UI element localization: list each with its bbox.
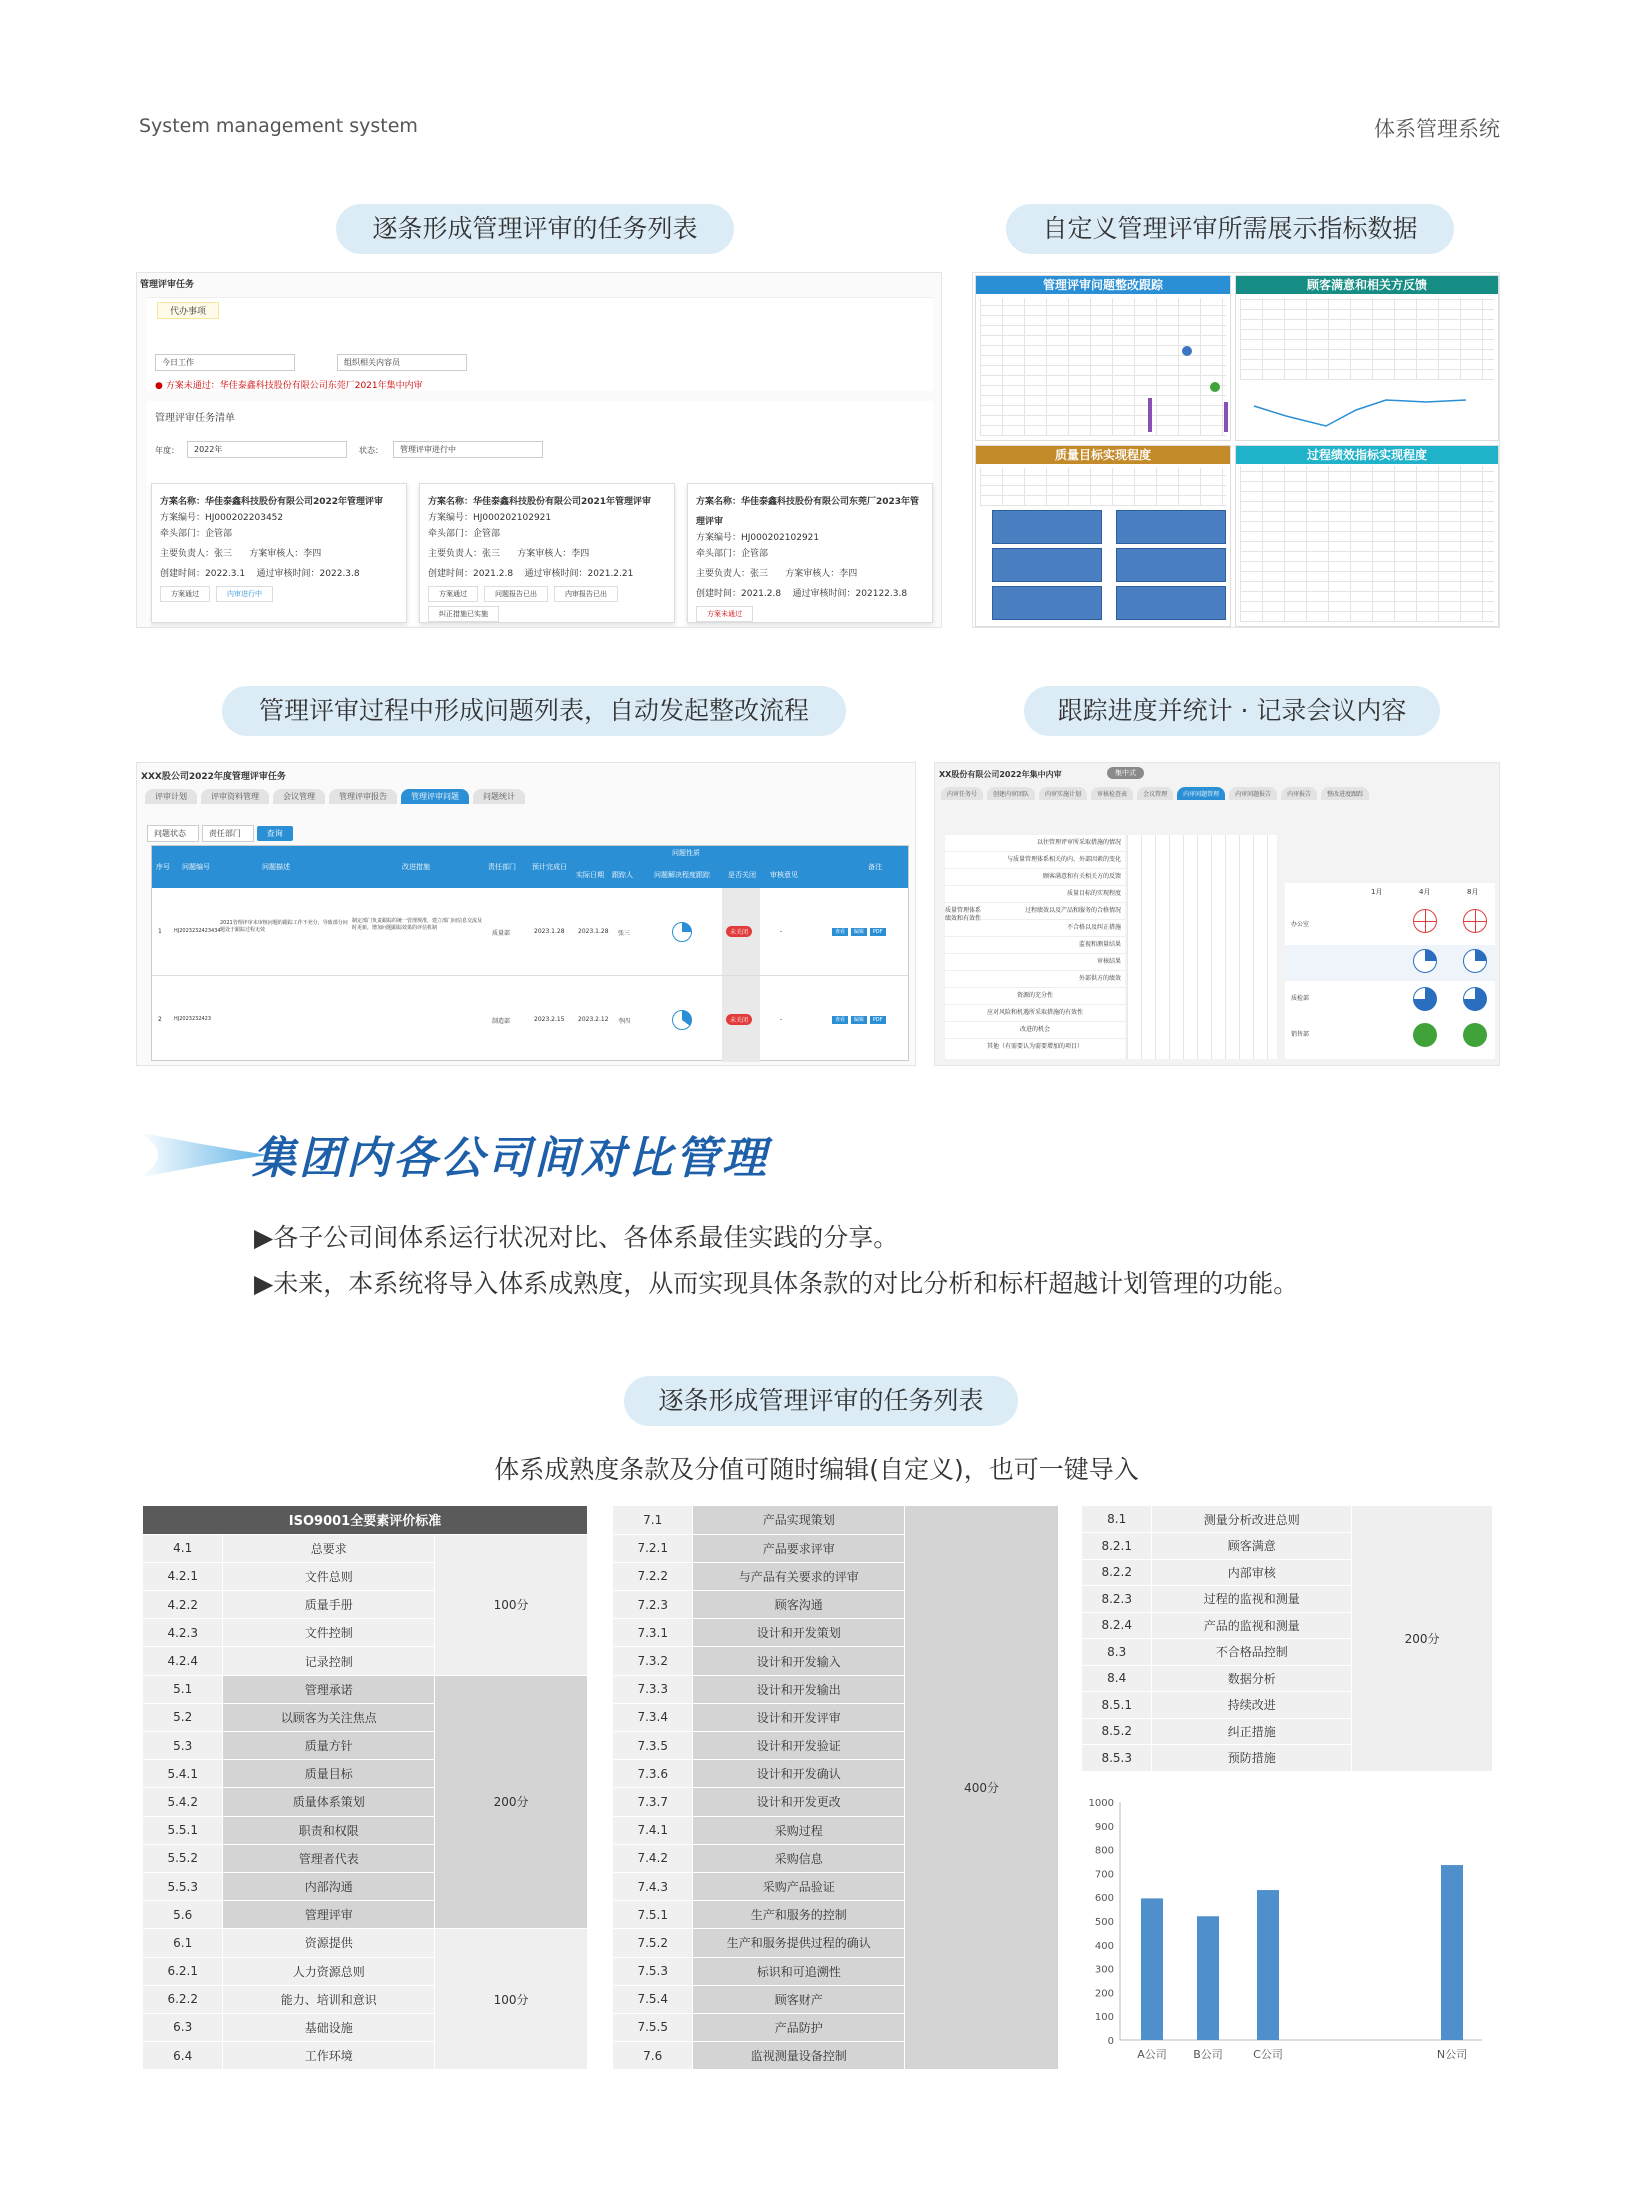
status-circle	[1413, 1023, 1437, 1047]
table-cell: 生产和服务提供过程的确认	[693, 1929, 905, 1957]
table-cell: 5.6	[143, 1901, 223, 1929]
iso-standard-table	[143, 1506, 588, 2070]
card-btn[interactable]: 问题报告已出	[484, 586, 548, 602]
table-cell: 8.2.1	[1082, 1533, 1152, 1560]
task-card[interactable]: 方案名称：华佳泰鑫科技股份有限公司2021年管理评审 方案编号：HJ000202102921 牵头部门：企管部 主要负责人：张三 方案审核人：李四 创建时间：2021.2.8 通过审核时间：2021.2.21 方案通过 问题报告已出 内审报告已出纠正措施已实施	[419, 483, 675, 623]
table-cell: 持续改进	[1152, 1692, 1352, 1719]
table-cell: 8.1	[1082, 1506, 1152, 1533]
table-cell: 内部审核	[1152, 1559, 1352, 1586]
alert-line[interactable]: ● 方案未通过：华佳泰鑫科技股份有限公司东莞厂2021年集中内审	[155, 381, 423, 391]
table-cell: 文件控制	[223, 1619, 435, 1647]
mode-badge: 集中式	[1107, 767, 1144, 779]
status-circle	[1463, 987, 1487, 1011]
bar	[1141, 1898, 1163, 2040]
table-title: ISO9001全要素评价标准	[143, 1506, 588, 1534]
table-cell: 6.2.1	[143, 1957, 223, 1985]
table-cell: 预防措施	[1152, 1745, 1352, 1772]
table-cell: 产品要求评审	[693, 1534, 905, 1562]
table-cell: 7.4.1	[613, 1816, 693, 1844]
caption-progress-tracking: 跟踪进度并统计 · 记录会议内容	[1024, 686, 1440, 736]
clause8-table	[1082, 1506, 1493, 1772]
y-tick-label: 500	[1094, 1917, 1114, 1928]
section-arrow-icon	[138, 1128, 268, 1182]
review-input-list: 以往管理评审所采取措施的情况 与质量管理体系相关的内、外部因素的变化 质量管理体系绩效和有效性 顾客满意和有关相关方的反馈 质量目标的实现程度 过程绩效以及产品和服务的合格情况 不合格以及纠正措施 监视和测量结果 审核结果 外部供方的绩效 资源的充分性 应对风险和机遇所采取措施的有效性 改进的机会 其他（有需要认为需要增加的项目）	[945, 835, 1125, 1059]
status-circle	[1463, 949, 1487, 973]
table-cell: 7.5.1	[613, 1901, 693, 1929]
table-cell: 质量手册	[223, 1591, 435, 1619]
table-cell: 8.5.3	[1082, 1745, 1152, 1772]
progress-pie	[672, 1010, 692, 1030]
table-cell: 5.5.1	[143, 1816, 223, 1844]
closed-badge: 未关闭	[726, 1014, 752, 1025]
y-tick-label: 1000	[1088, 1798, 1114, 1809]
list-title: 管理评审任务清单	[155, 413, 235, 424]
shot1-title: 管理评审任务	[140, 280, 195, 290]
tab-issues[interactable]: 管理评审问题	[401, 789, 469, 804]
table-cell: 过程的监视和测量	[1152, 1586, 1352, 1613]
table-cell: 设计和开发输出	[693, 1675, 905, 1703]
pdf-button[interactable]: PDF	[870, 1016, 886, 1024]
table-cell: 7.6	[613, 2042, 693, 2070]
filter-dept[interactable]: 责任部门	[202, 825, 254, 842]
table-cell: 采购产品验证	[693, 1872, 905, 1900]
table-cell: 7.3.5	[613, 1732, 693, 1760]
table-cell: 记录控制	[223, 1647, 435, 1675]
bar	[1197, 1916, 1219, 2040]
shot3-title: XXX股公司2022年度管理评审任务	[141, 772, 286, 782]
table-cell: 7.3.2	[613, 1647, 693, 1675]
shot4-tab[interactable]: 审核检查表	[1091, 787, 1133, 800]
table-cell: 7.5.2	[613, 1929, 693, 1957]
table-cell: 生产和服务的控制	[693, 1901, 905, 1929]
table-cell: 8.4	[1082, 1665, 1152, 1692]
table-cell: 以顾客为关注焦点	[223, 1703, 435, 1731]
table-cell: 工作环境	[223, 2042, 435, 2070]
table-cell: 8.2.2	[1082, 1559, 1152, 1586]
table-cell: 400分	[905, 1506, 1059, 2070]
table-cell: 8.3	[1082, 1639, 1152, 1666]
table-cell: 内部沟通	[223, 1872, 435, 1900]
caption-task-list: 逐条形成管理评审的任务列表	[336, 204, 734, 254]
table-cell: 采购信息	[693, 1844, 905, 1872]
table-cell: 7.2.2	[613, 1562, 693, 1590]
table-cell: 7.3.1	[613, 1619, 693, 1647]
table-cell: 4.1	[143, 1534, 223, 1562]
x-tick-label: A公司	[1137, 2048, 1167, 2061]
table-cell: 7.2.1	[613, 1534, 693, 1562]
screenshot-progress-tracking	[934, 762, 1500, 1066]
filter-org[interactable]: 组织相关内容员	[337, 354, 467, 371]
status-circle	[1463, 909, 1487, 933]
y-tick-label: 900	[1094, 1821, 1114, 1833]
table-cell: 产品的监视和测量	[1152, 1612, 1352, 1639]
table-cell: 5.5.2	[143, 1844, 223, 1872]
table-cell: 7.2.3	[613, 1591, 693, 1619]
table-cell: 基础设施	[223, 2013, 435, 2041]
y-tick-label: 0	[1107, 2036, 1114, 2047]
clause7-table	[613, 1506, 1059, 2070]
table-cell: 不合格品控制	[1152, 1639, 1352, 1666]
maturity-subline: 体系成熟度条款及分值可随时编辑(自定义)，也可一键导入	[494, 1455, 1139, 1484]
table-row	[613, 1506, 1059, 1534]
year-label: 年度：	[155, 446, 179, 455]
table-cell: 数据分析	[1152, 1665, 1352, 1692]
screenshot-task-list	[136, 272, 942, 628]
table-cell: 4.2.1	[143, 1562, 223, 1590]
tab-review-plan[interactable]: 评审计划	[145, 789, 197, 804]
y-tick-label: 200	[1094, 1988, 1114, 2000]
table-cell: 顾客满意	[1152, 1533, 1352, 1560]
table-cell: 设计和开发评审	[693, 1703, 905, 1731]
shot4-title: XX股份有限公司2022年集中内审	[939, 770, 1062, 779]
y-tick-label: 700	[1094, 1869, 1114, 1881]
edit-button[interactable]: 编辑	[851, 1016, 867, 1024]
table-row[interactable]: 1 HJ2023232423434 2021管理评审未审核问题的跟踪工作不充分，导致部分问题处于跟踪过程无效 制定部门负责跟踪的统一管理规准，建立部门间信息交流及时更新，增加问题跟踪效果的评估机制 质量部 2023.1.28 2023.1.28 张三 未关闭 - 查看 编辑 PDF	[152, 888, 908, 976]
table-cell: 4.2.3	[143, 1619, 223, 1647]
table-cell: 5.4.2	[143, 1788, 223, 1816]
alert-text: 方案未通过：华佳泰鑫科技股份有限公司东莞厂2021年集中内审	[165, 381, 423, 391]
table-cell: 文件总则	[223, 1562, 435, 1590]
filter-issue-status[interactable]: 问题状态	[147, 825, 199, 842]
table-cell: 质量体系策划	[223, 1788, 435, 1816]
table-cell: 8.2.4	[1082, 1612, 1152, 1639]
table-cell: 8.2.3	[1082, 1586, 1152, 1613]
table-cell: 监视测量设备控制	[693, 2042, 905, 2070]
table-cell: 7.3.7	[613, 1788, 693, 1816]
shot4-tab[interactable]: 创建内审团队	[987, 787, 1035, 800]
table-cell: 8.5.2	[1082, 1718, 1152, 1745]
table-cell: 与产品有关要求的评审	[693, 1562, 905, 1590]
y-tick-label: 100	[1094, 2012, 1114, 2024]
table-cell: 标识和可追溯性	[693, 1957, 905, 1985]
table-cell: 5.3	[143, 1732, 223, 1760]
shot4-tab[interactable]: 会议管理	[1137, 787, 1173, 800]
table-cell: 纠正措施	[1152, 1718, 1352, 1745]
screenshot-dashboards	[972, 272, 1500, 628]
panel-quality-goals: 质量目标实现程度	[975, 445, 1231, 627]
table-cell: 7.5.5	[613, 2013, 693, 2041]
filter-today[interactable]: 今日工作	[155, 354, 295, 371]
status-circle	[1413, 949, 1437, 973]
table-row	[1082, 1506, 1493, 1533]
y-tick-label: 600	[1094, 1893, 1114, 1905]
status-circle	[1413, 909, 1437, 933]
table-cell: 200分	[435, 1675, 588, 1929]
table-cell: 100分	[435, 1534, 588, 1675]
panel-process-kpi: 过程绩效指标实现程度	[1235, 445, 1499, 627]
shot4-tab[interactable]: 内审问题管理	[1177, 787, 1225, 800]
card-btn[interactable]: 内审报告已出	[554, 586, 618, 602]
x-tick-label: B公司	[1193, 2048, 1223, 2061]
table-cell: 7.5.4	[613, 1985, 693, 2013]
table-cell: 6.4	[143, 2042, 223, 2070]
table-cell: 6.2.2	[143, 1985, 223, 2013]
tab-statistics[interactable]: 问题统计	[473, 789, 525, 804]
bar	[1257, 1890, 1279, 2040]
todo-tab[interactable]: 代办事项	[157, 302, 219, 319]
table-cell: 设计和开发策划	[693, 1619, 905, 1647]
caption-task-list-2: 逐条形成管理评审的任务列表	[624, 1376, 1018, 1426]
table-cell: 7.1	[613, 1506, 693, 1534]
card-btn[interactable]: 方案通过	[160, 586, 210, 602]
table-row	[143, 1534, 588, 1562]
x-tick-label: N公司	[1436, 2048, 1468, 2061]
table-cell: 5.2	[143, 1703, 223, 1731]
table-cell: 4.2.4	[143, 1647, 223, 1675]
closed-badge: 未关闭	[726, 926, 752, 937]
pdf-button[interactable]: PDF	[870, 928, 886, 936]
bullet-compare: ▶各子公司间体系运行状况对比、各体系最佳实践的分享。	[254, 1223, 899, 1252]
bullet-future: ▶未来，本系统将导入体系成熟度，从而实现具体条款的对比分析和标杆超越计划管理的功能。	[254, 1269, 1299, 1298]
card-btn[interactable]: 方案通过	[428, 586, 478, 602]
table-row[interactable]: 2 HJ2023232423 制造部 2023.2.15 2023.2.12 李四 未关闭 - 查看 编辑 PDF	[152, 976, 908, 1062]
panel-issue-tracking: 管理评审问题整改跟踪	[975, 275, 1231, 441]
table-cell: 质量方针	[223, 1732, 435, 1760]
table-cell: 4.2.2	[143, 1591, 223, 1619]
shot4-tab[interactable]: 内审实施计划	[1039, 787, 1087, 800]
shot4-tab[interactable]: 内审报告	[1281, 787, 1317, 800]
table-row	[143, 1929, 588, 1957]
screenshot-issue-table	[136, 762, 916, 1066]
table-cell: 管理者代表	[223, 1844, 435, 1872]
caption-issue-list: 管理评审过程中形成问题列表，自动发起整改流程	[222, 686, 846, 736]
table-cell: 总要求	[223, 1534, 435, 1562]
header-left-text: System management system	[139, 115, 418, 137]
view-button[interactable]: 查看	[832, 928, 848, 936]
table-cell: 6.3	[143, 2013, 223, 2041]
company-score-chart	[1082, 1790, 1490, 2066]
tab-meeting[interactable]: 会议管理	[273, 789, 325, 804]
card-btn[interactable]: 纠正措施已实施	[428, 606, 499, 622]
edit-button[interactable]: 编辑	[851, 928, 867, 936]
table-cell: 顾客沟通	[693, 1591, 905, 1619]
card-btn[interactable]: 内审进行中	[216, 586, 273, 602]
table-cell: 200分	[1352, 1506, 1493, 1771]
table-cell: 管理承诺	[223, 1675, 435, 1703]
card-btn[interactable]: 方案未通过	[696, 606, 753, 622]
x-tick-label: C公司	[1253, 2048, 1283, 2061]
query-button[interactable]: 查询	[257, 826, 293, 841]
table-cell: 人力资源总则	[223, 1957, 435, 1985]
table-row	[143, 1675, 588, 1703]
table-cell: 7.5.3	[613, 1957, 693, 1985]
y-tick-label: 800	[1094, 1845, 1114, 1857]
table-cell: 设计和开发更改	[693, 1788, 905, 1816]
shot4-tab[interactable]: 内审任务号	[941, 787, 983, 800]
task-card[interactable]: 方案名称：华佳泰鑫科技股份有限公司2022年管理评审 方案编号：HJ000202203452 牵头部门：企管部 主要负责人：张三 方案审核人：李四 创建时间：2022.3.1 通过审核时间：2022.3.8 方案通过 内审进行中	[151, 483, 407, 623]
tab-report[interactable]: 管理评审报告	[329, 789, 397, 804]
table-cell: 7.3.6	[613, 1760, 693, 1788]
table-cell: 设计和开发确认	[693, 1760, 905, 1788]
y-tick-label: 400	[1094, 1940, 1114, 1952]
tab-materials[interactable]: 评审资料管理	[201, 789, 269, 804]
table-cell: 5.5.3	[143, 1872, 223, 1900]
table-cell: 6.1	[143, 1929, 223, 1957]
caption-custom-indicators: 自定义管理评审所需展示指标数据	[1006, 204, 1454, 254]
shot4-tab[interactable]: 整改进度跟踪	[1321, 787, 1369, 800]
header-right-text: 体系管理系统	[1374, 117, 1500, 141]
table-cell: 7.3.3	[613, 1675, 693, 1703]
table-cell: 测量分析改进总则	[1152, 1506, 1352, 1533]
y-tick-label: 300	[1094, 1964, 1114, 1976]
table-cell: 7.4.2	[613, 1844, 693, 1872]
status-circle	[1463, 1023, 1487, 1047]
table-cell: 管理评审	[223, 1901, 435, 1929]
year-select[interactable]: 2022年	[187, 441, 347, 458]
shot4-tab[interactable]: 内审问题报告	[1229, 787, 1277, 800]
table-cell: 产品实现策划	[693, 1506, 905, 1534]
table-cell: 产品防护	[693, 2013, 905, 2041]
status-select[interactable]: 管理评审进行中	[393, 441, 543, 458]
issue-table: 序号 问题编号 问题描述 改进措施 责任部门 预计完成日 问题性质 实际日期 跟踪人 问题解决程度跟踪 是否关闭 审核意见 备注 1 HJ2023232423434 2021管理评审未审核问题的跟踪工作不充分，导致部分问题处于跟踪过程无效 制定部门负责跟踪的统一管理规准，建立部门间信息交流及时更新，增加问题跟踪效果的评估机制 质量部 2023.1.28 2023.1.28 张三 未关闭 - 查看 编辑 PDF 2 HJ2023232423 制造部 2023.2.15 2023.2.12 李四 未关闭 - 查看 编辑 PDF	[151, 845, 909, 1061]
task-card[interactable]: 方案名称：华佳泰鑫科技股份有限公司东莞厂2023年管理评审 方案编号：HJ000202102921 牵头部门：企管部 主要负责人：张三 方案审核人：李四 创建时间：2021.2.8 通过审核时间：202122.3.8 方案未通过	[687, 483, 933, 623]
table-cell: 顾客财产	[693, 1985, 905, 2013]
table-cell: 8.5.1	[1082, 1692, 1152, 1719]
table-cell: 设计和开发验证	[693, 1732, 905, 1760]
table-cell: 5.1	[143, 1675, 223, 1703]
section-title: 集团内各公司间对比管理	[252, 1133, 769, 1184]
dept-status-grid: 1月 4月 8月 办公室 质检部 销售部	[1285, 883, 1495, 1059]
table-cell: 资源提供	[223, 1929, 435, 1957]
table-cell: 设计和开发输入	[693, 1647, 905, 1675]
table-cell: 5.4.1	[143, 1760, 223, 1788]
panel-customer-feedback: 顾客满意和相关方反馈	[1235, 275, 1499, 441]
table-cell: 7.3.4	[613, 1703, 693, 1731]
table-cell: 7.4.3	[613, 1872, 693, 1900]
table-cell: 职责和权限	[223, 1816, 435, 1844]
status-label: 状态：	[359, 446, 383, 455]
table-cell: 采购过程	[693, 1816, 905, 1844]
bar	[1441, 1865, 1463, 2040]
status-circle	[1413, 987, 1437, 1011]
table-cell: 能力、培训和意识	[223, 1985, 435, 2013]
table-cell: 100分	[435, 1929, 588, 2070]
progress-pie	[672, 922, 692, 942]
view-button[interactable]: 查看	[832, 1016, 848, 1024]
table-cell: 质量目标	[223, 1760, 435, 1788]
